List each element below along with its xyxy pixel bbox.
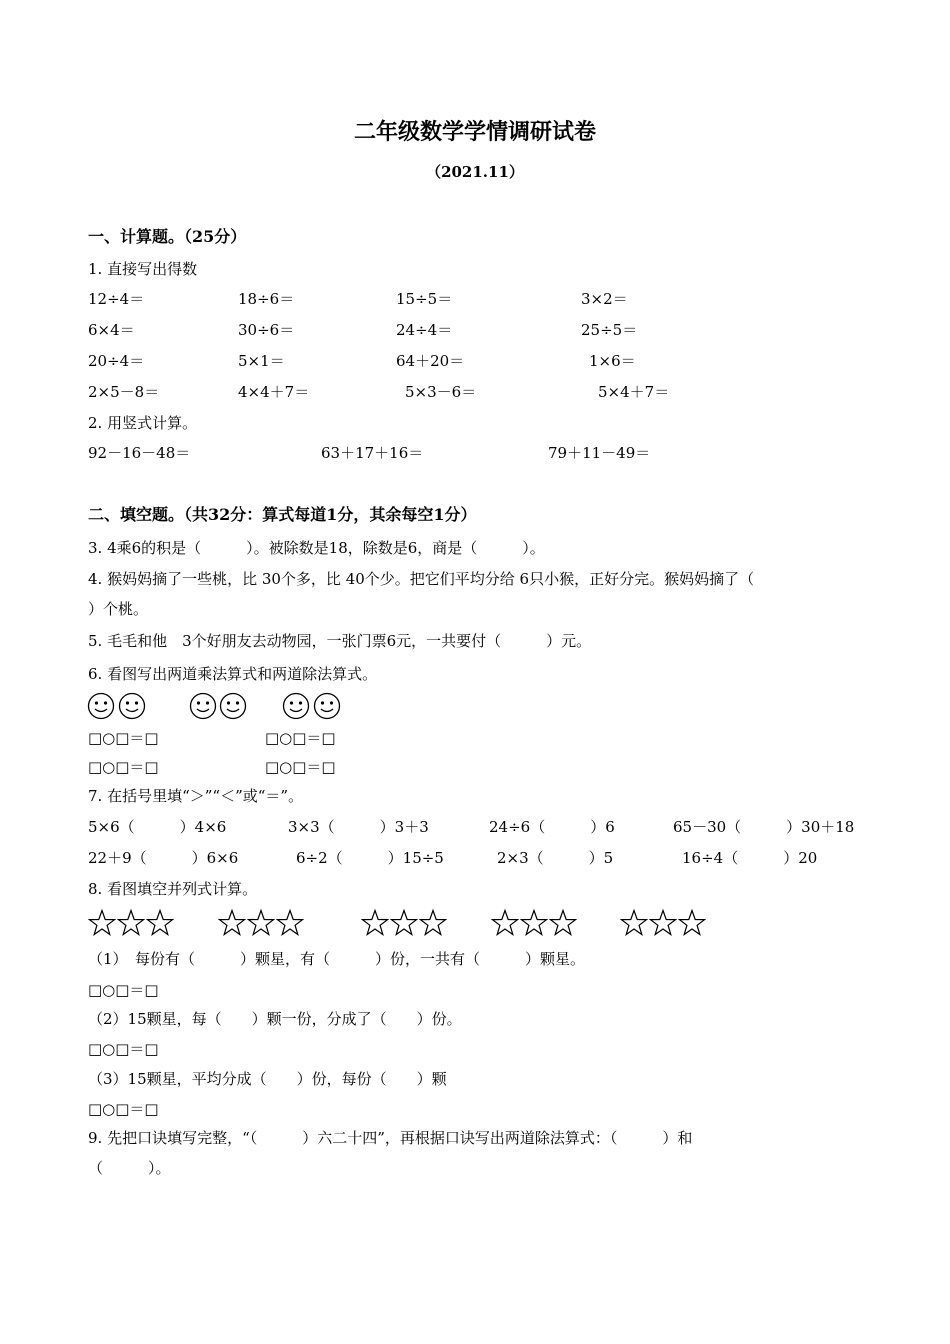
q8-part2: （2）15颗星，每（ ）颗一份，分成了（ ）份。 [88, 1010, 462, 1028]
vertical-calc-item: 63＋17＋16＝ [321, 444, 424, 462]
calc-item: 4×4＋7＝ [238, 383, 310, 401]
q2-label: 2. 用竖式计算。 [88, 414, 198, 432]
calc-item: 5×1＝ [238, 352, 285, 370]
compare-item: 16÷4（ ）20 [682, 849, 818, 867]
outline-star-icon [146, 909, 174, 937]
outline-star-icon [419, 909, 447, 937]
section1-heading: 一、计算题。（25分） [88, 227, 247, 246]
calc-item: 1×6＝ [589, 352, 636, 370]
compare-item: 2×3（ ）5 [497, 849, 614, 867]
q6-label: 6. 看图写出两道乘法算式和两道除法算式。 [88, 665, 378, 683]
q9-text: 9. 先把口诀填写完整，“（ ）六二十四”，再根据口诀写出两道除法算式：（ ）和 [88, 1129, 693, 1147]
page-title: 二年级数学学情调研试卷 [353, 119, 596, 145]
outline-star-icon [520, 909, 548, 937]
smiley-face-icon [282, 692, 310, 720]
calc-item: 5×4＋7＝ [598, 383, 670, 401]
exam-date: （2021.11） [426, 163, 524, 181]
calc-item: 18÷6＝ [238, 290, 295, 308]
outline-star-icon [678, 909, 706, 937]
formula-blank: □○□＝□ [265, 758, 336, 776]
section2-heading: 二、填空题。（共32分：算式每道1分，其余每空1分） [88, 505, 477, 524]
outline-star-icon [218, 909, 246, 937]
vertical-calc-item: 79＋11－49＝ [548, 444, 651, 462]
compare-item: 22＋9（ ）6×6 [88, 849, 239, 867]
smiley-face-icon [87, 692, 115, 720]
outline-star-icon [549, 909, 577, 937]
smiley-face-icon [189, 692, 217, 720]
formula-blank: □○□＝□ [265, 729, 336, 747]
compare-item: 6÷2（ ）15÷5 [296, 849, 444, 867]
calc-item: 3×2＝ [581, 290, 628, 308]
outline-star-icon [649, 909, 677, 937]
calc-item: 30÷6＝ [238, 321, 295, 339]
q4-text: 4. 猴妈妈摘了一些桃，比 30个多，比 40个少。把它们平均分给 6只小猴，正好分完。猴妈妈摘了（ [88, 570, 755, 588]
calc-item: 5×3－6＝ [405, 383, 477, 401]
q9-text-cont: （ ）。 [88, 1159, 171, 1177]
calc-item: 64＋20＝ [396, 352, 465, 370]
outline-star-icon [620, 909, 648, 937]
q7-label: 7. 在括号里填“＞”“＜”或“＝”。 [88, 787, 304, 805]
formula-blank: □○□＝□ [88, 729, 159, 747]
calc-item: 2×5－8＝ [88, 383, 160, 401]
q8-label: 8. 看图填空并列式计算。 [88, 880, 258, 898]
formula-blank: □○□＝□ [88, 1040, 159, 1058]
outline-star-icon [247, 909, 275, 937]
calc-item: 6×4＝ [88, 321, 135, 339]
outline-star-icon [276, 909, 304, 937]
compare-item: 5×6（ ）4×6 [88, 818, 227, 836]
smiley-face-icon [118, 692, 146, 720]
q3-text: 3. 4乘6的积是（ ）。被除数是18，除数是6，商是（ ）。 [88, 539, 545, 557]
compare-item: 24÷6（ ）6 [489, 818, 615, 836]
compare-item: 3×3（ ）3＋3 [288, 818, 429, 836]
vertical-calc-item: 92－16－48＝ [88, 444, 191, 462]
compare-item: 65－30（ ）30＋18 [673, 818, 855, 836]
outline-star-icon [390, 909, 418, 937]
calc-item: 20÷4＝ [88, 352, 145, 370]
q1-label: 1. 直接写出得数 [88, 260, 198, 278]
formula-blank: □○□＝□ [88, 981, 159, 999]
outline-star-icon [491, 909, 519, 937]
q8-part1: （1） 每份有（ ）颗星，有（ ）份，一共有（ ）颗星。 [88, 950, 586, 968]
calc-item: 25÷5＝ [581, 321, 638, 339]
calc-item: 24÷4＝ [396, 321, 453, 339]
calc-item: 12÷4＝ [88, 290, 145, 308]
smiley-face-icon [313, 692, 341, 720]
q4-text-cont: ）个桃。 [88, 600, 149, 618]
calc-item: 15÷5＝ [396, 290, 453, 308]
outline-star-icon [117, 909, 145, 937]
outline-star-icon [361, 909, 389, 937]
outline-star-icon [88, 909, 116, 937]
q8-part3: （3）15颗星，平均分成（ ）份，每份（ ）颗 [88, 1070, 447, 1088]
formula-blank: □○□＝□ [88, 1100, 159, 1118]
formula-blank: □○□＝□ [88, 758, 159, 776]
smiley-face-icon [219, 692, 247, 720]
q5-text: 5. 毛毛和他 3个好朋友去动物园，一张门票6元，一共要付（ ）元。 [88, 632, 592, 650]
